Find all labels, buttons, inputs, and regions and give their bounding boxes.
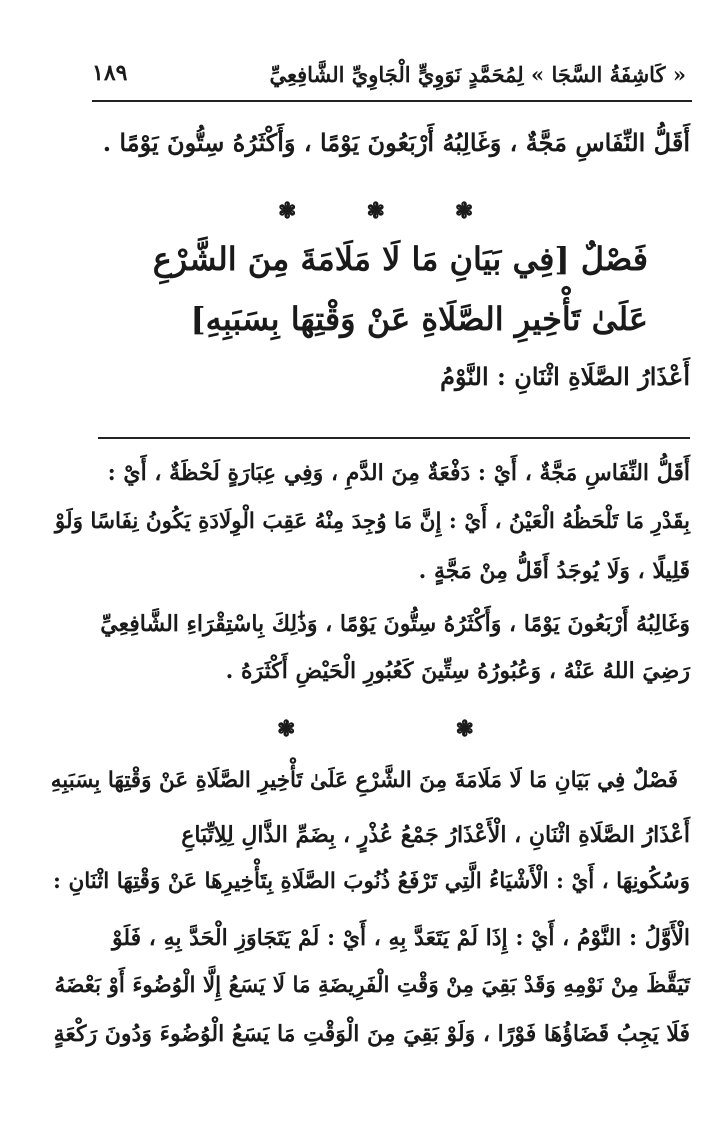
- flower-ornament-icon: ❃: [455, 716, 474, 742]
- sharh-para4-line-3: فَلَا يَجِبُ قَضَاؤُهَا فَوْرًا ، وَلَوْ بَقِيَ مِنَ الْوَقْتِ مَا يَسَعُ الْوُضُوءَ وَدُونَ رَكْعَةٍ: [53, 1021, 690, 1047]
- sharh-para2-line-2: رَضِيَ اللهُ عَنْهُ ، وَعُبُورُهُ سِتِّينَ كَعُبُورِ الْحَيْضِ أَكْثَرَهُ .: [225, 658, 690, 684]
- sharh-para4-line-2: تَيَقَّظَ مِنْ نَوْمِهِ وَقَدْ بَقِيَ مِنْ وَقْتِ الْفَرِيضَةِ مَا لَا يَسَعُ إِلَّا الْوُضُوءَ أَوْ بَعْضَهُ: [54, 973, 690, 998]
- sharh-para4-line-1: الْأَوَّلُ : النَّوْمُ ، أَيْ : إِذَا لَمْ يَتَعَدَّ بِهِ ، أَيْ : لَمْ يَتَجَاوَزِ الْحَدَّ بِهِ ، فَلَوْ: [111, 925, 690, 951]
- sharh-para1-line-1: أَقَلُّ النِّفَاسِ مَجَّةٌ ، أَيْ : دَفْعَةٌ مِنَ الدَّمِ ، وَفِي عِبَارَةٍ لَحْظَةٌ ، أَيْ :: [107, 460, 690, 486]
- page-header: [92, 58, 692, 98]
- section-divider-ornaments: [278, 198, 473, 224]
- matn-excuses-line: أَعْذَارُ الصَّلَاةِ اثْنَانِ : النَّوْمُ: [440, 362, 690, 391]
- chapter-heading-line-2: عَلَىٰ تَأْخِيرِ الصَّلَاةِ عَنْ وَقْتِهَا بِسَبَبِهِ]: [190, 300, 648, 338]
- chapter-heading-line-1: فَصْلٌ [فِي بَيَانِ مَا لَا مَلَامَةَ مِنَ الشَّرْعِ: [152, 240, 648, 278]
- sharh-para2-line-1: وَغَالِبُهُ أَرْبَعُونَ يَوْمًا ، وَأَكْثَرُهُ سِتُّونَ يَوْمًا ، وَذَٰلِكَ بِاسْتِقْرَاءِ الشَّافِعِيِّ: [100, 611, 690, 637]
- sharh-para3-line-1: أَعْذَارُ الصَّلَاةِ اثْنَانِ ، الْأَعْذَارُ جَمْعُ عُذْرٍ ، بِضَمِّ الذَّالِ لِلِاتِّبَاعِ: [181, 822, 690, 848]
- flower-ornament-icon: ❃: [278, 198, 297, 224]
- sharh-divider-ornaments: [277, 716, 474, 742]
- flower-ornament-icon: ❃: [366, 198, 385, 224]
- sharh-para1-line-3: قَلِيلًا ، وَلَا يُوجَدُ أَقَلُّ مِنْ مَجَّةٍ .: [418, 558, 690, 584]
- flower-ornament-icon: ❃: [454, 198, 474, 224]
- matn-nifas-line: أَقَلُّ النِّفَاسِ مَجَّةٌ ، وَغَالِبُهُ أَرْبَعُونَ يَوْمًا ، وَأَكْثَرُهُ سِتُّونَ يَوْمًا .: [102, 128, 690, 157]
- sharh-para3-line-2: وَسُكُونِهَا ، أَيْ : الْأَشْيَاءُ الَّتِي تَرْفَعُ ذُنُوبَ الصَّلَاةِ بِتَأْخِيرِهَا عَنْ وَقْتِهَا اثْنَانِ :: [53, 869, 690, 894]
- matn-sharh-separator: [98, 437, 690, 439]
- header-rule: [92, 100, 692, 102]
- sharh-para1-line-2: بِقَدْرِ مَا تَلْحَظُهُ الْعَيْنُ ، أَيْ : إِنَّ مَا وُجِدَ مِنْهُ عَقِبَ الْوِلَادَةِ يَكُونُ نِفَاسًا وَلَوْ: [54, 509, 690, 534]
- page-number: ١٨٩: [92, 60, 128, 86]
- running-title: « كَاشِفَةُ السَّجَا » لِمُحَمَّدٍ نَوَوِيٍّ الْجَاوِيِّ الشَّافِعِيِّ: [269, 62, 686, 87]
- sharh-chapter-heading: فَصْلٌ فِي بَيَانِ مَا لَا مَلَامَةَ مِنَ الشَّرْعِ عَلَىٰ تَأْخِيرِ الصَّلَاةِ عَنْ وَقْتِهَا بِسَبَبِهِ: [50, 768, 678, 793]
- flower-ornament-icon: ❃: [277, 716, 296, 742]
